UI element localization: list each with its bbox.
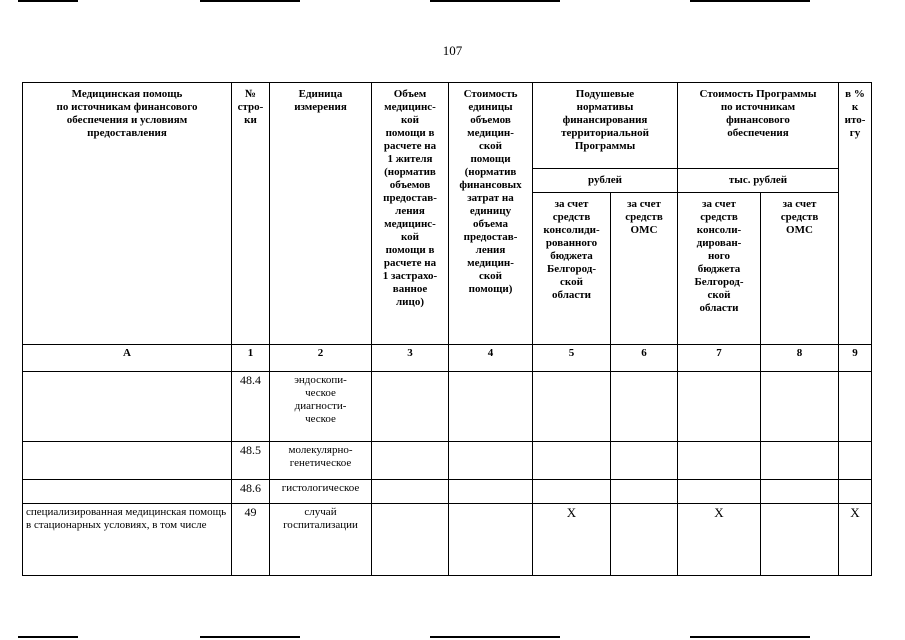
row-col9-cell [839,372,872,442]
top-edge-line-4 [690,0,810,2]
bottom-edge-line-4 [690,636,810,638]
row-empty-cell [761,372,839,442]
row-col5-cell [533,442,611,480]
header-percent: в % к ито- гу [839,83,872,345]
row-empty-cell [372,372,449,442]
numbering-cell: 6 [611,345,678,372]
row-col7-cell: Х [678,504,761,576]
row-empty-cell [761,480,839,504]
budget-table [22,82,872,576]
row-name-cell: специализированная медицинская помощь в стационарных условиях, в том числе [23,504,232,576]
row-code-cell: 48.5 [232,442,270,480]
bottom-edge-line-3 [430,636,560,638]
row-empty-cell [611,504,678,576]
row-code-cell: 48.4 [232,372,270,442]
numbering-cell: 9 [839,345,872,372]
table-row [23,480,872,504]
page-number: 107 [442,43,463,58]
header-program-cost: Стоимость Программы по источникам финансового обеспечения [678,83,839,169]
row-empty-cell [372,480,449,504]
row-unit-cell: эндоскопи- ческое диагности- ческое [270,372,372,442]
top-edge-line-1 [18,0,78,2]
row-code-cell: 49 [232,504,270,576]
row-col7-cell [678,480,761,504]
bottom-edge-line-2 [200,636,300,638]
row-empty-cell [611,480,678,504]
row-code-cell: 48.6 [232,480,270,504]
header-volume: Объем медицинс- кой помощи в расчете на 1 жителя (норматив объемов предостав- ления медицинс- кой помощи в расчете на 1 застрахо- ванное лицо) [372,83,449,345]
table-row [23,372,872,442]
top-edge-line-2 [200,0,300,2]
numbering-cell: А [23,345,232,372]
row-empty-cell [372,504,449,576]
row-unit-cell: случай госпитализации [270,504,372,576]
numbering-cell: 2 [270,345,372,372]
row-empty-cell [372,442,449,480]
row-col7-cell [678,442,761,480]
header-consolidated-budget-rub: за счет средств консолиди- рованного бюджета Белгород- ской области [533,193,611,345]
row-name-cell [23,480,232,504]
bottom-edge-line-1 [18,636,78,638]
table-row [23,504,872,576]
header-unit-rubles: рублей [533,169,678,193]
numbering-cell: 7 [678,345,761,372]
row-empty-cell [611,442,678,480]
row-empty-cell [611,372,678,442]
row-unit-cell: гистологическое [270,480,372,504]
row-col9-cell [839,480,872,504]
header-oms-thousand: за счет средств ОМС [761,193,839,345]
row-empty-cell [449,442,533,480]
row-name-cell [23,442,232,480]
numbering-cell: 1 [232,345,270,372]
numbering-row [23,345,872,372]
row-col5-cell: Х [533,504,611,576]
numbering-cell: 4 [449,345,533,372]
row-empty-cell [761,504,839,576]
table-row [23,442,872,480]
row-unit-cell: молекулярно- генетическое [270,442,372,480]
header-medical-care: Медицинская помощь по источникам финансового обеспечения и условиям предоставления [23,83,232,345]
row-col5-cell [533,480,611,504]
row-name-cell [23,372,232,442]
header-line-number: № стро- ки [232,83,270,345]
row-col9-cell: Х [839,504,872,576]
top-edge-line-3 [430,0,560,2]
numbering-cell: 5 [533,345,611,372]
row-col7-cell [678,372,761,442]
row-empty-cell [449,372,533,442]
row-empty-cell [761,442,839,480]
header-per-capita: Подушевые нормативы финансирования территориальной Программы [533,83,678,169]
row-col9-cell [839,442,872,480]
header-unit: Единица измерения [270,83,372,345]
header-unit-cost: Стоимость единицы объемов медицин- ской помощи (норматив финансовых затрат на единицу объема предостав- ления медицин- ской помощи) [449,83,533,345]
header-unit-thousand-rubles: тыс. рублей [678,169,839,193]
row-empty-cell [449,480,533,504]
row-empty-cell [449,504,533,576]
numbering-cell: 3 [372,345,449,372]
row-col5-cell [533,372,611,442]
header-consolidated-budget-thousand: за счет средств консоли- дирован- ного бюджета Белгород- ской области [678,193,761,345]
numbering-cell: 8 [761,345,839,372]
header-oms-rub: за счет средств ОМС [611,193,678,345]
